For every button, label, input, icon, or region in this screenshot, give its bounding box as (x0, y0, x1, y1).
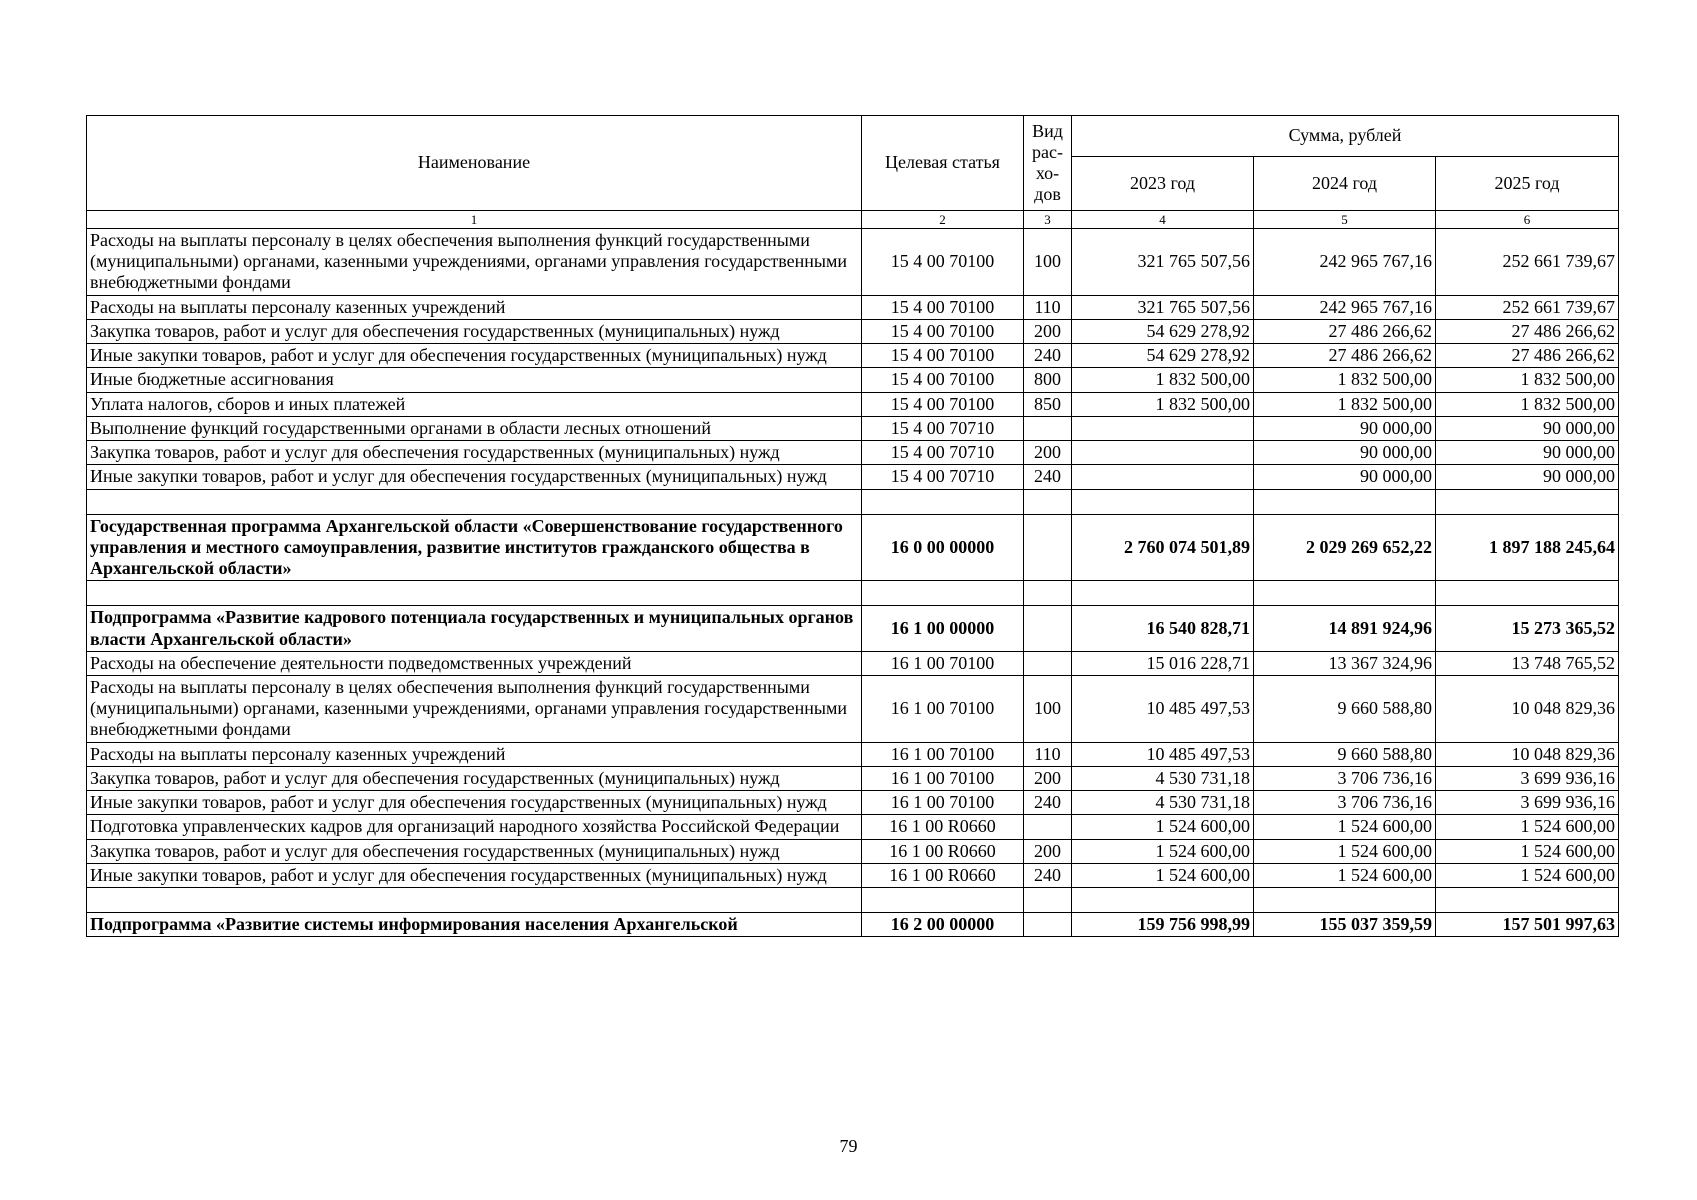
row-name-cell: Иные закупки товаров, работ и услуг для обеспечения государственных (муниципальных) нужд (87, 344, 862, 368)
table-row (87, 295, 1619, 319)
amount-2025-cell: 157 501 997,63 (1436, 913, 1619, 937)
target-article-cell: 15 4 00 70100 (862, 368, 1024, 392)
row-name-cell: Расходы на выплаты персоналу в целях обеспечения выполнения функций государственными (муниципальными) органами, казенными учреждениями, органами управления государственными внебюджетными фондами (87, 229, 862, 296)
row-name-cell: Расходы на обеспечение деятельности подведомственных учреждений (87, 651, 862, 675)
empty-cell (1436, 489, 1619, 514)
row-name-cell: Расходы на выплаты персоналу казенных учреждений (87, 295, 862, 319)
table-body (87, 116, 1619, 937)
table-row (87, 344, 1619, 368)
column-number-row (87, 211, 1619, 229)
amount-2025-cell: 15 273 365,52 (1436, 606, 1619, 651)
target-article-cell: 16 1 00 00000 (862, 606, 1024, 651)
amount-2025-cell: 90 000,00 (1436, 416, 1619, 440)
amount-2024-cell: 27 486 266,62 (1254, 344, 1436, 368)
amount-2025-cell: 1 832 500,00 (1436, 392, 1619, 416)
amount-2024-cell: 90 000,00 (1254, 416, 1436, 440)
amount-2025-cell: 10 048 829,36 (1436, 742, 1619, 766)
amount-2023-cell: 1 832 500,00 (1072, 368, 1254, 392)
expense-type-cell: 240 (1024, 465, 1072, 489)
row-name-cell: Подпрограмма «Развитие системы информирования населения Архангельской (87, 913, 862, 937)
amount-2025-cell: 3 699 936,16 (1436, 766, 1619, 790)
header-2024: 2024 год (1254, 157, 1436, 211)
empty-cell (1024, 581, 1072, 606)
table-row (87, 368, 1619, 392)
header-2025: 2025 год (1436, 157, 1619, 211)
amount-2023-cell: 54 629 278,92 (1072, 319, 1254, 343)
empty-cell (862, 888, 1024, 913)
expense-type-cell: 200 (1024, 766, 1072, 790)
empty-cell (1024, 489, 1072, 514)
page-number: 79 (839, 1136, 858, 1156)
target-article-cell: 16 0 00 00000 (862, 514, 1024, 581)
amount-2025-cell: 252 661 739,67 (1436, 295, 1619, 319)
target-article-cell: 16 1 00 70100 (862, 675, 1024, 742)
amount-2024-cell: 242 965 767,16 (1254, 229, 1436, 296)
amount-2025-cell: 1 897 188 245,64 (1436, 514, 1619, 581)
row-name-cell: Иные закупки товаров, работ и услуг для обеспечения государственных (муниципальных) нужд (87, 791, 862, 815)
amount-2024-cell: 1 832 500,00 (1254, 392, 1436, 416)
target-article-cell: 16 1 00 70100 (862, 766, 1024, 790)
expense-type-cell: 110 (1024, 295, 1072, 319)
row-name-cell: Закупка товаров, работ и услуг для обеспечения государственных (муниципальных) нужд (87, 319, 862, 343)
amount-2025-cell: 1 832 500,00 (1436, 368, 1619, 392)
amount-2023-cell: 10 485 497,53 (1072, 675, 1254, 742)
empty-cell (1072, 489, 1254, 514)
amount-2023-cell: 1 524 600,00 (1072, 839, 1254, 863)
empty-cell (1254, 888, 1436, 913)
expense-type-cell (1024, 913, 1072, 937)
amount-2023-cell: 321 765 507,56 (1072, 229, 1254, 296)
empty-cell (87, 581, 862, 606)
empty-cell (1072, 581, 1254, 606)
amount-2024-cell: 14 891 924,96 (1254, 606, 1436, 651)
program-row (87, 514, 1619, 581)
amount-2024-cell: 9 660 588,80 (1254, 742, 1436, 766)
table-row (87, 675, 1619, 742)
target-article-cell: 16 1 00 70100 (862, 791, 1024, 815)
amount-2023-cell: 159 756 998,99 (1072, 913, 1254, 937)
expense-type-cell (1024, 606, 1072, 651)
table-row (87, 791, 1619, 815)
col-number: 1 (87, 211, 862, 229)
amount-2023-cell: 16 540 828,71 (1072, 606, 1254, 651)
empty-cell (1254, 581, 1436, 606)
amount-2025-cell: 27 486 266,62 (1436, 319, 1619, 343)
amount-2024-cell: 3 706 736,16 (1254, 766, 1436, 790)
header-row (87, 116, 1619, 157)
row-name-cell: Иные закупки товаров, работ и услуг для обеспечения государственных (муниципальных) нужд (87, 465, 862, 489)
expense-type-cell: 100 (1024, 229, 1072, 296)
expense-type-cell: 240 (1024, 791, 1072, 815)
row-name-cell: Расходы на выплаты персоналу казенных учреждений (87, 742, 862, 766)
expense-type-cell: 240 (1024, 863, 1072, 887)
expense-type-cell (1024, 514, 1072, 581)
amount-2025-cell: 13 748 765,52 (1436, 651, 1619, 675)
amount-2023-cell: 1 524 600,00 (1072, 815, 1254, 839)
empty-cell (1254, 489, 1436, 514)
amount-2025-cell: 3 699 936,16 (1436, 791, 1619, 815)
col-number: 3 (1024, 211, 1072, 229)
amount-2023-cell: 1 832 500,00 (1072, 392, 1254, 416)
table-row (87, 392, 1619, 416)
empty-cell (862, 489, 1024, 514)
empty-cell (87, 888, 862, 913)
row-name-cell: Иные закупки товаров, работ и услуг для обеспечения государственных (муниципальных) нужд (87, 863, 862, 887)
table-row (87, 863, 1619, 887)
budget-table (86, 115, 1619, 937)
expense-type-cell: 240 (1024, 344, 1072, 368)
amount-2023-cell: 54 629 278,92 (1072, 344, 1254, 368)
amount-2023-cell: 4 530 731,18 (1072, 766, 1254, 790)
amount-2024-cell: 1 524 600,00 (1254, 815, 1436, 839)
empty-cell (1024, 888, 1072, 913)
amount-2025-cell: 1 524 600,00 (1436, 863, 1619, 887)
col-number: 5 (1254, 211, 1436, 229)
empty-cell (1072, 888, 1254, 913)
target-article-cell: 15 4 00 70100 (862, 344, 1024, 368)
amount-2025-cell: 10 048 829,36 (1436, 675, 1619, 742)
amount-2024-cell: 1 524 600,00 (1254, 839, 1436, 863)
row-name-cell: Расходы на выплаты персоналу в целях обеспечения выполнения функций государственными (муниципальными) органами, казенными учреждениями, органами управления государственными внебюджетными фондами (87, 675, 862, 742)
amount-2023-cell: 2 760 074 501,89 (1072, 514, 1254, 581)
table-row (87, 465, 1619, 489)
expense-type-cell: 200 (1024, 319, 1072, 343)
table-row (87, 839, 1619, 863)
row-name-cell: Закупка товаров, работ и услуг для обеспечения государственных (муниципальных) нужд (87, 839, 862, 863)
amount-2024-cell: 27 486 266,62 (1254, 319, 1436, 343)
table-row (87, 651, 1619, 675)
amount-2024-cell: 2 029 269 652,22 (1254, 514, 1436, 581)
target-article-cell: 16 1 00 R0660 (862, 839, 1024, 863)
header-type: Вид рас-хо-дов (1024, 116, 1072, 211)
program-row (87, 606, 1619, 651)
spacer-row (87, 489, 1619, 514)
amount-2024-cell: 90 000,00 (1254, 465, 1436, 489)
table-row (87, 441, 1619, 465)
amount-2023-cell (1072, 416, 1254, 440)
amount-2024-cell: 3 706 736,16 (1254, 791, 1436, 815)
target-article-cell: 16 1 00 70100 (862, 742, 1024, 766)
expense-type-cell (1024, 815, 1072, 839)
header-sum: Сумма, рублей (1072, 116, 1619, 157)
target-article-cell: 15 4 00 70100 (862, 229, 1024, 296)
amount-2023-cell: 4 530 731,18 (1072, 791, 1254, 815)
target-article-cell: 16 2 00 00000 (862, 913, 1024, 937)
amount-2023-cell: 10 485 497,53 (1072, 742, 1254, 766)
target-article-cell: 15 4 00 70710 (862, 441, 1024, 465)
amount-2024-cell: 1 524 600,00 (1254, 863, 1436, 887)
row-name-cell: Иные бюджетные ассигнования (87, 368, 862, 392)
amount-2023-cell: 15 016 228,71 (1072, 651, 1254, 675)
col-number: 2 (862, 211, 1024, 229)
row-name-cell: Подпрограмма «Развитие кадрового потенциала государственных и муниципальных органов власти Архангельской области» (87, 606, 862, 651)
empty-cell (87, 489, 862, 514)
row-name-cell: Закупка товаров, работ и услуг для обеспечения государственных (муниципальных) нужд (87, 441, 862, 465)
row-name-cell: Государственная программа Архангельской области «Совершенствование государственного управления и местного самоуправления, развитие институтов гражданского общества в Архангельской области» (87, 514, 862, 581)
spacer-row (87, 888, 1619, 913)
target-article-cell: 15 4 00 70710 (862, 416, 1024, 440)
row-name-cell: Закупка товаров, работ и услуг для обеспечения государственных (муниципальных) нужд (87, 766, 862, 790)
target-article-cell: 15 4 00 70100 (862, 319, 1024, 343)
amount-2024-cell: 13 367 324,96 (1254, 651, 1436, 675)
row-name-cell: Подготовка управленческих кадров для организаций народного хозяйства Российской Федерации (87, 815, 862, 839)
empty-cell (1436, 581, 1619, 606)
target-article-cell: 15 4 00 70100 (862, 392, 1024, 416)
expense-type-cell: 200 (1024, 839, 1072, 863)
table-row (87, 416, 1619, 440)
empty-cell (1436, 888, 1619, 913)
table-row (87, 319, 1619, 343)
amount-2024-cell: 155 037 359,59 (1254, 913, 1436, 937)
expense-type-cell: 800 (1024, 368, 1072, 392)
header-2023: 2023 год (1072, 157, 1254, 211)
target-article-cell: 16 1 00 R0660 (862, 815, 1024, 839)
amount-2024-cell: 242 965 767,16 (1254, 295, 1436, 319)
expense-type-cell: 200 (1024, 441, 1072, 465)
table-row (87, 229, 1619, 296)
amount-2025-cell: 90 000,00 (1436, 465, 1619, 489)
amount-2025-cell: 252 661 739,67 (1436, 229, 1619, 296)
header-target: Целевая статья (862, 116, 1024, 211)
col-number: 4 (1072, 211, 1254, 229)
amount-2025-cell: 90 000,00 (1436, 441, 1619, 465)
amount-2023-cell: 321 765 507,56 (1072, 295, 1254, 319)
target-article-cell: 16 1 00 70100 (862, 651, 1024, 675)
amount-2023-cell: 1 524 600,00 (1072, 863, 1254, 887)
target-article-cell: 16 1 00 R0660 (862, 863, 1024, 887)
row-name-cell: Выполнение функций государственными органами в области лесных отношений (87, 416, 862, 440)
spacer-row (87, 581, 1619, 606)
table-row (87, 742, 1619, 766)
amount-2024-cell: 9 660 588,80 (1254, 675, 1436, 742)
table-row (87, 766, 1619, 790)
amount-2025-cell: 27 486 266,62 (1436, 344, 1619, 368)
expense-type-cell: 110 (1024, 742, 1072, 766)
expense-type-cell: 100 (1024, 675, 1072, 742)
empty-cell (862, 581, 1024, 606)
amount-2024-cell: 90 000,00 (1254, 441, 1436, 465)
target-article-cell: 15 4 00 70100 (862, 295, 1024, 319)
amount-2025-cell: 1 524 600,00 (1436, 815, 1619, 839)
amount-2023-cell (1072, 441, 1254, 465)
header-name: Наименование (87, 116, 862, 211)
row-name-cell: Уплата налогов, сборов и иных платежей (87, 392, 862, 416)
col-number: 6 (1436, 211, 1619, 229)
expense-type-cell (1024, 416, 1072, 440)
program-row (87, 913, 1619, 937)
amount-2023-cell (1072, 465, 1254, 489)
expense-type-cell (1024, 651, 1072, 675)
amount-2025-cell: 1 524 600,00 (1436, 839, 1619, 863)
expense-type-cell: 850 (1024, 392, 1072, 416)
amount-2024-cell: 1 832 500,00 (1254, 368, 1436, 392)
target-article-cell: 15 4 00 70710 (862, 465, 1024, 489)
table-row (87, 815, 1619, 839)
